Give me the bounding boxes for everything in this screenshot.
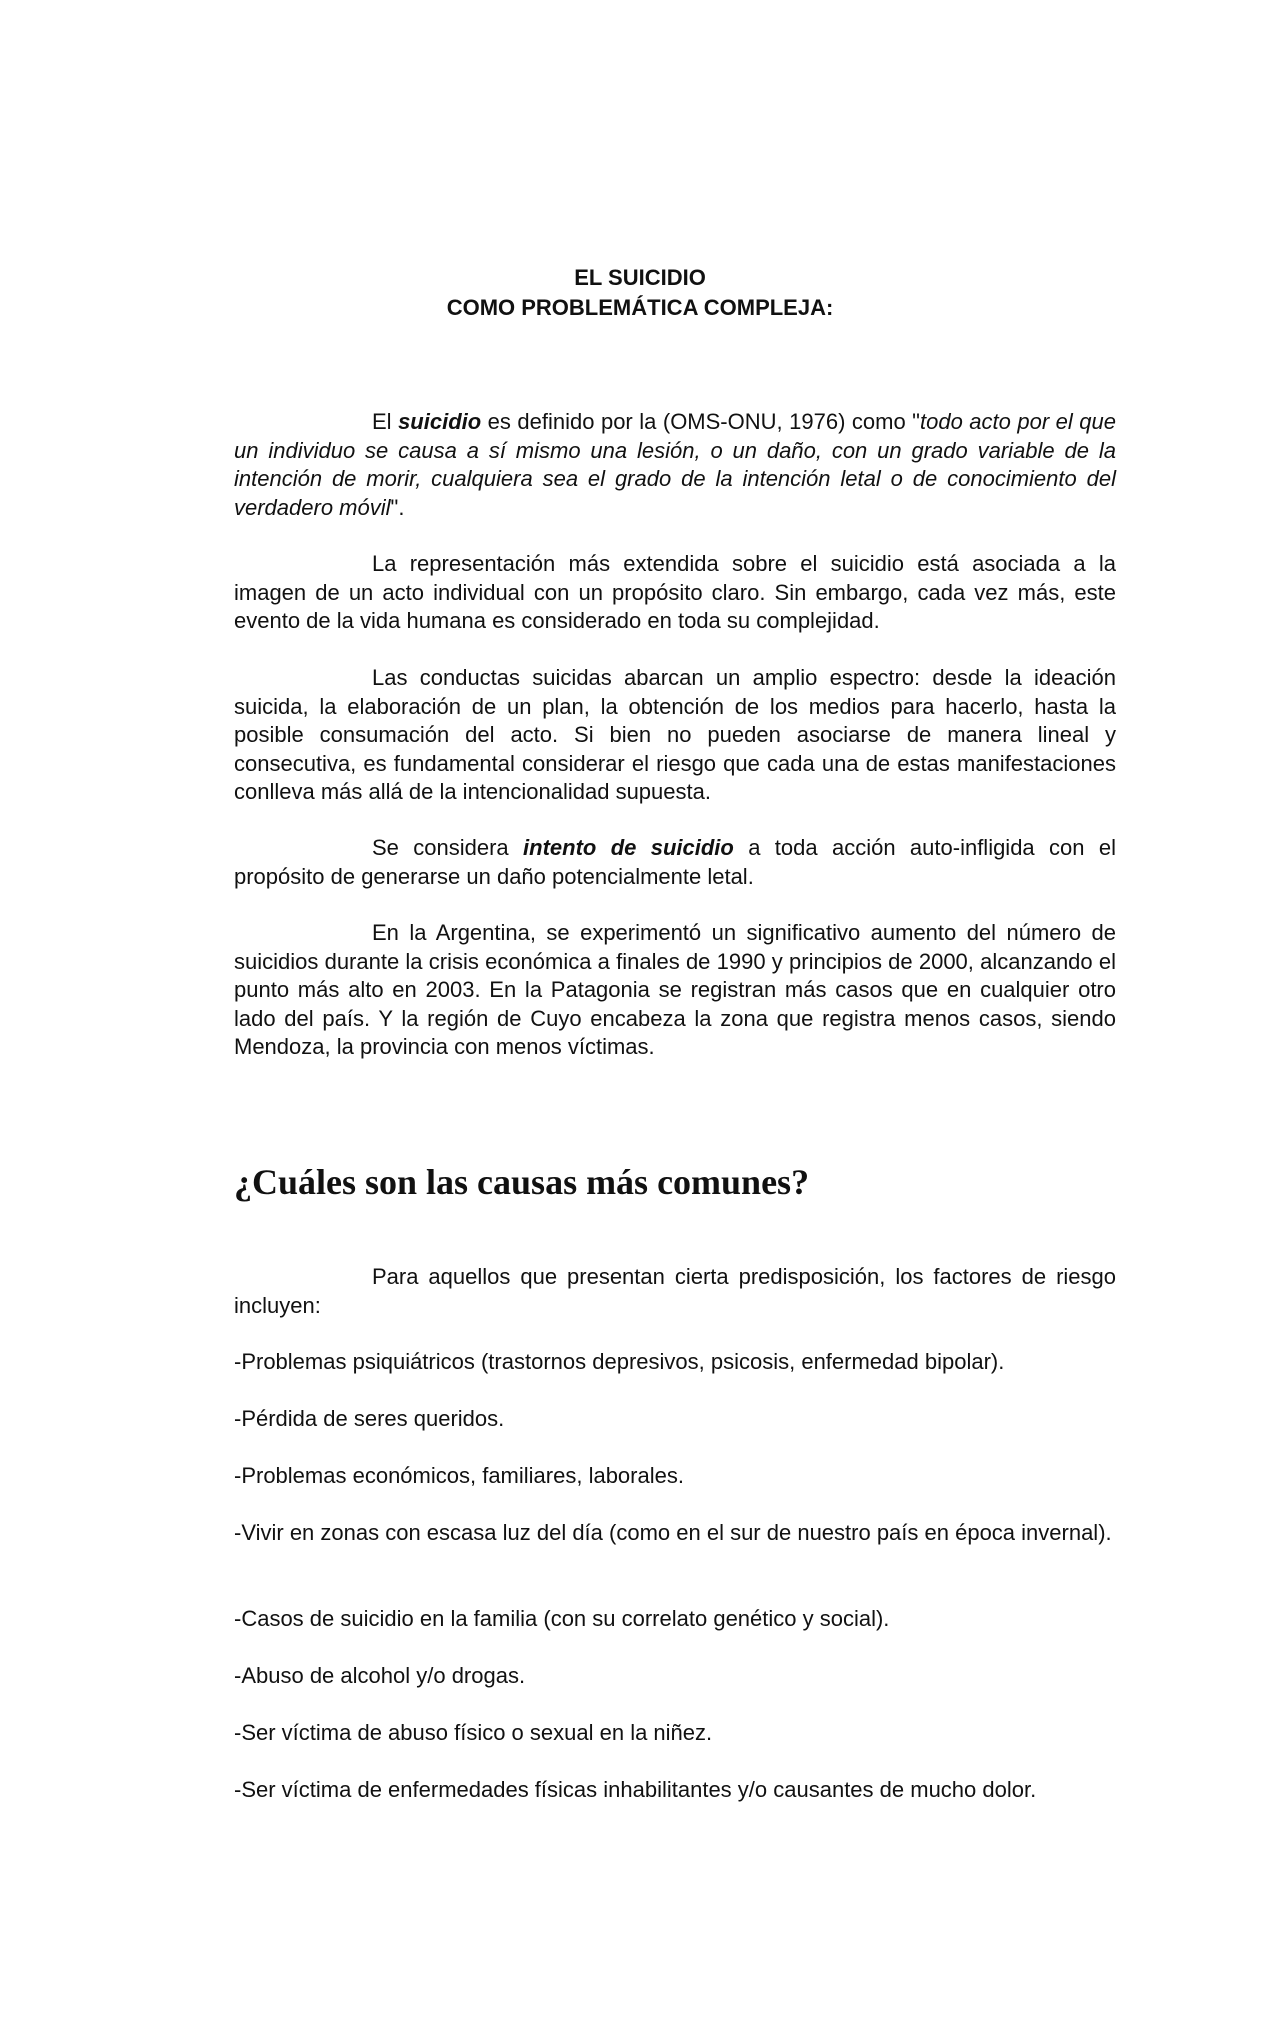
risk-factor-item: -Abuso de alcohol y/o drogas. (234, 1663, 526, 1688)
p4-text-c: a toda acción auto-infligida con el propósito de generarse un daño potencialmente letal. (234, 835, 1116, 889)
title-line-1: EL SUICIDIO (574, 265, 706, 290)
risk-factor-item: -Vivir en zonas con escasa luz del día (como en el sur de nuestro país en época invernal). (234, 1520, 1112, 1545)
risk-factor-item: -Problemas psiquiátricos (trastornos depresivos, psicosis, enfermedad bipolar). (234, 1349, 1005, 1374)
document-title (0, 263, 1280, 323)
risk-factor-item: -Ser víctima de abuso físico o sexual en la niñez. (234, 1720, 713, 1745)
paragraph-argentina: En la Argentina, se experimentó un significativo aumento del número de suicidios durante la crisis económica a finales de 1990 y principios de 2000, alcanzando el punto más alto en 2003. En la Patagonia se registran más casos que en cualquier otro lado del país. Y la región de Cuyo encabeza la zona que registra menos casos, siendo Mendoza, la provincia con menos víctimas. (234, 920, 1116, 1059)
p1-text-a: El (372, 409, 399, 434)
risk-factor-item: -Pérdida de seres queridos. (234, 1406, 505, 1431)
risk-factor-item: -Casos de suicidio en la familia (con su correlato genético y social). (234, 1606, 890, 1631)
paragraph-definition (234, 408, 1116, 522)
term-suicidio: suicidio (398, 409, 482, 434)
paragraph-representation: La representación más extendida sobre el suicidio está asociada a la imagen de un acto individual con un propósito claro. Sin embargo, cada vez más, este evento de la vida humana es considerado en toda su complejidad. (234, 551, 1116, 633)
paragraph-intento (234, 834, 1116, 891)
p1-text-e: ". (390, 494, 405, 520)
title-line-2: COMO PROBLEMÁTICA COMPLEJA: (446, 295, 834, 320)
risk-factor-item: -Problemas económicos, familiares, laborales. (234, 1463, 684, 1488)
p4-text-a: Se considera (372, 835, 524, 860)
section-heading-causas: ¿Cuáles son las causas más comunes? (234, 1162, 810, 1202)
risk-factor-item: -Ser víctima de enfermedades físicas inhabilitantes y/o causantes de mucho dolor. (234, 1777, 1037, 1802)
paragraph-predisposicion: Para aquellos que presentan cierta predisposición, los factores de riesgo incluyen: (234, 1264, 1116, 1318)
term-intento-de-suicidio: intento de suicidio (523, 835, 734, 860)
paragraph-conductas: Las conductas suicidas abarcan un amplio espectro: desde la ideación suicida, la elaboración de un plan, la obtención de los medios para hacerlo, hasta la posible consumación del acto. Si bien no pueden asociarse de manera lineal y consecutiva, es fundamental considerar el riesgo que cada una de estas manifestaciones conlleva más allá de la intencionalidad supuesta. (234, 665, 1116, 804)
oms-definition-quote: todo acto por el que un individuo se causa a sí mismo una lesión, o un daño, con un grado variable de la intención de morir, cualquiera sea el grado de la intención letal o de conocimiento del verdadero móvil (234, 409, 1116, 520)
p1-text-c: es definido por la (OMS-ONU, 1976) como " (481, 409, 920, 434)
